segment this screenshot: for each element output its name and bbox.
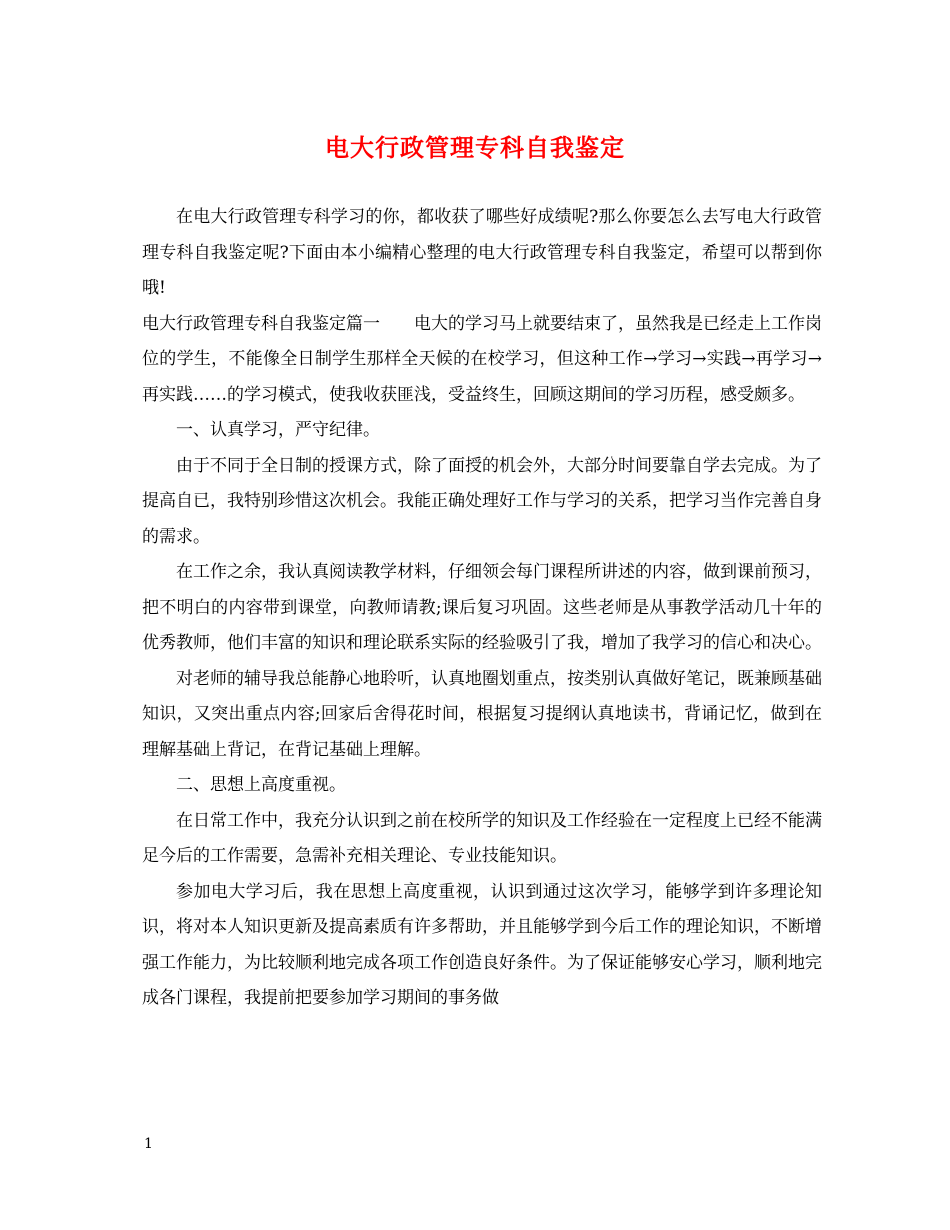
paragraph-reading-materials: 在工作之余，我认真阅读教学材料，仔细领会每门课程所讲述的内容，做到课前预习，把不明白的内容带到课堂，向教师请教;课后复习巩固。这些老师是从事教学活动几十年的优秀教师，他们丰富的知识和理论联系实际的经验吸引了我，增加了我学习的信心和决心。 — [142, 562, 822, 653]
heading-study-discipline: 一、认真学习，严守纪律。 — [176, 420, 380, 440]
paragraph-teacher-guidance: 对老师的辅导我总能静心地聆听，认真地圈划重点，按类别认真做好笔记，既兼顾基础知识，又突出重点内容;回家后舍得花时间，根据复习提纲认真地读书，背诵记忆，做到在理解基础上背记，在背记基础上理解。 — [142, 668, 822, 760]
paragraph-section-one: 电大行政管理专科自我鉴定篇一 电大的学习马上就要结束了，虽然我是已经走上工作岗位的学生，不能像全日制学生那样全天候的在校学习，但这种工作→学习→实践→再学习→再实践……的学习模式，使我收获匪浅，受益终生，回顾这期间的学习历程，感受颇多。 — [142, 313, 822, 405]
paragraph-intro: 在电大行政管理专科学习的你，都收获了哪些好成绩呢?那么你要怎么去写电大行政管理专科自我鉴定呢?下面由本小编精心整理的电大行政管理专科自我鉴定，希望可以帮到你哦! — [142, 207, 822, 298]
paragraph-after-enrollment: 参加电大学习后，我在思想上高度重视，认识到通过这次学习，能够学到许多理论知识，将对本人知识更新及提高素质有许多帮助，并且能够学到今后工作的理论知识，不断增强工作能力，为比较顺利地完成各项工作创造良好条件。为了保证能够安心学习，顺利地完成各门课程，我提前把要参加学习期间的事务做 — [142, 881, 822, 1008]
paragraph-daily-work: 在日常工作中，我充分认识到之前在校所学的知识及工作经验在一定程度上已经不能满足今后的工作需要，急需补充相关理论、专业技能知识。 — [142, 810, 822, 866]
document-body — [142, 200, 822, 1017]
heading-attention: 二、思想上高度重视。 — [176, 775, 346, 795]
page-number: 1 — [144, 1136, 153, 1152]
document-title: 电大行政管理专科自我鉴定 — [325, 133, 625, 162]
paragraph-self-study: 由于不同于全日制的授课方式，除了面授的机会外，大部分时间要靠自学去完成。为了提高自已，我特别珍惜这次机会。我能正确处理好工作与学习的关系，把学习当作完善自身的需求。 — [142, 455, 822, 547]
